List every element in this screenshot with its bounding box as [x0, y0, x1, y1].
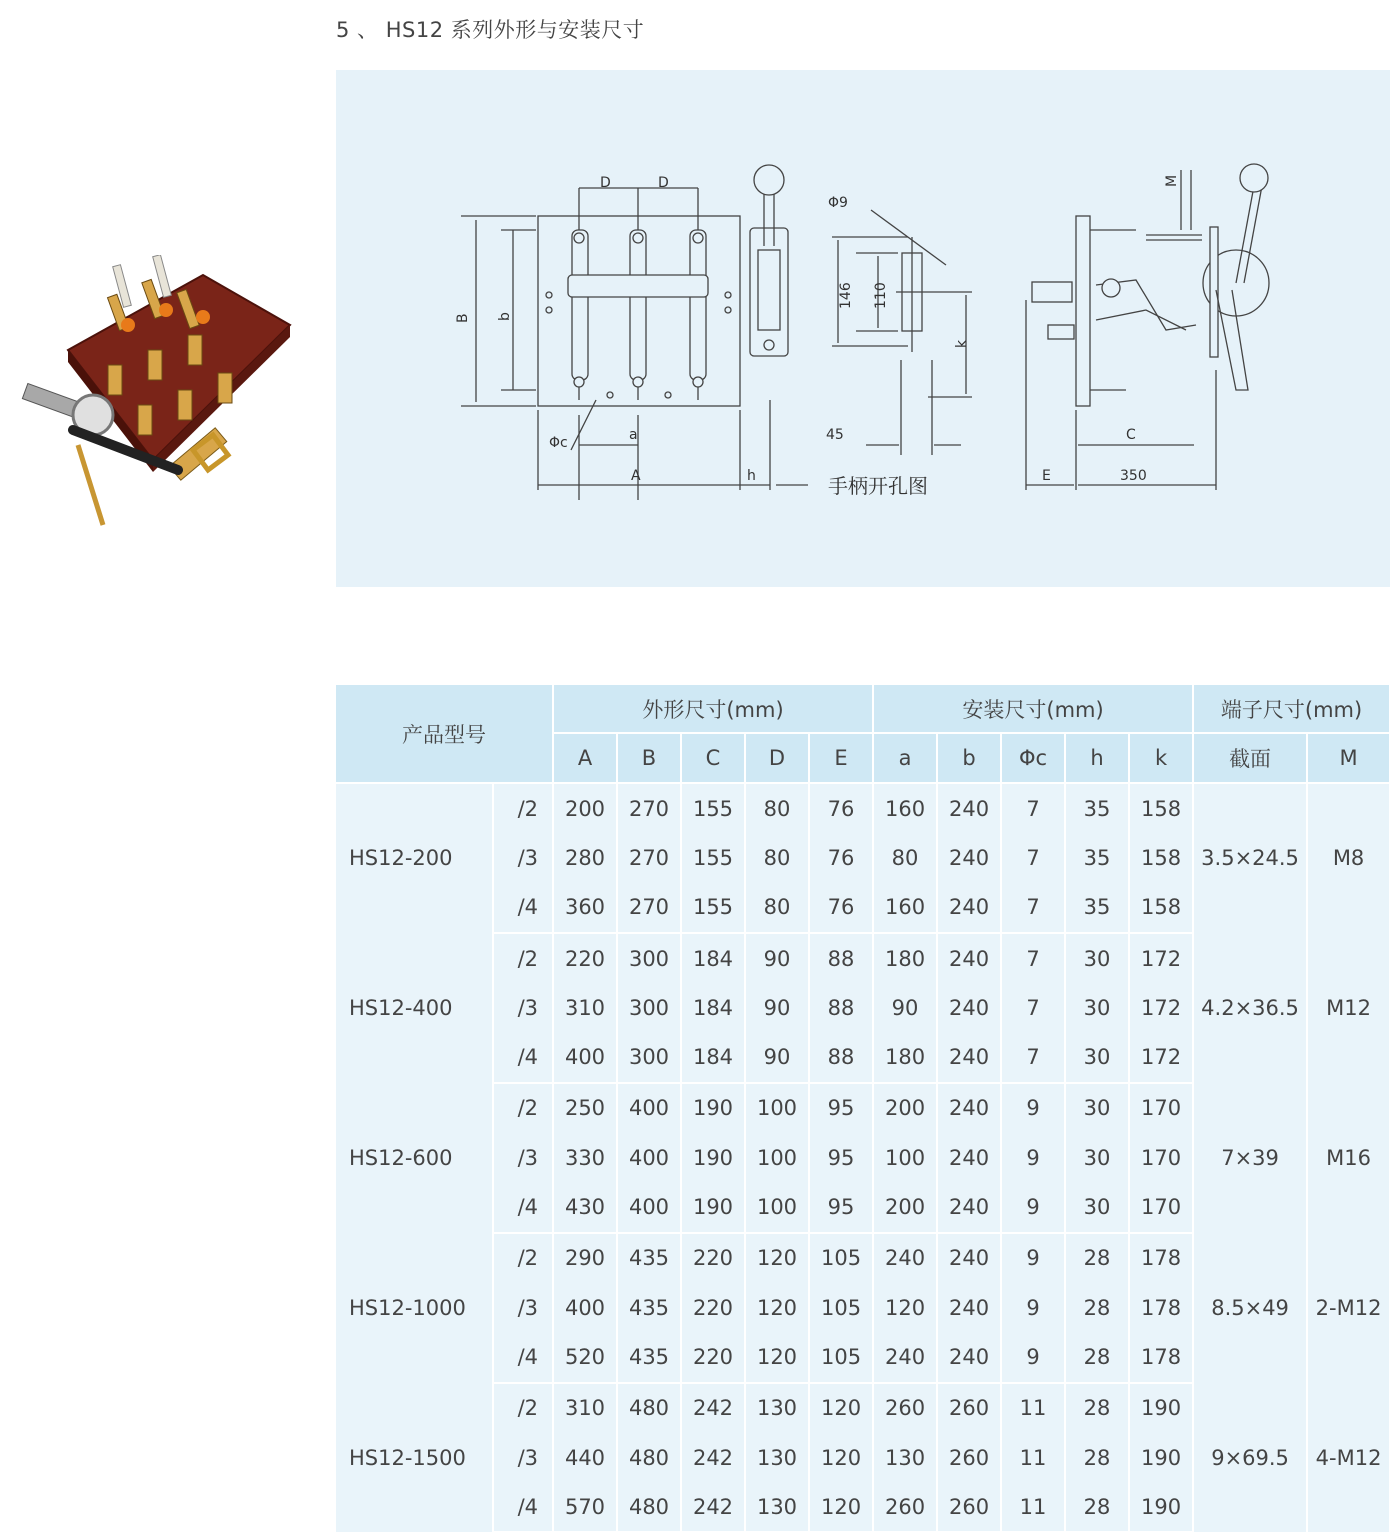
value-cell: 158	[1129, 883, 1193, 933]
value-cell: 158	[1129, 783, 1193, 833]
dim-A: A	[631, 468, 641, 484]
model-cell: HS12-200	[336, 783, 493, 933]
value-cell: 30	[1065, 1133, 1129, 1182]
value-cell: 80	[745, 833, 809, 882]
value-cell: 240	[937, 1332, 1001, 1382]
value-cell: 160	[873, 883, 937, 933]
variant-cell: /2	[493, 1233, 553, 1283]
model-cell: HS12-1000	[336, 1233, 493, 1383]
value-cell: 440	[553, 1433, 617, 1482]
value-cell: 240	[937, 1032, 1001, 1082]
table-row	[336, 1383, 1390, 1433]
value-cell: 190	[681, 1133, 745, 1182]
value-cell: 28	[1065, 1433, 1129, 1482]
value-cell: 240	[937, 783, 1001, 833]
value-cell: 120	[809, 1433, 873, 1482]
col-header: M	[1307, 733, 1390, 783]
col-header: 截面	[1193, 733, 1307, 783]
col-header: A	[553, 733, 617, 783]
col-header: a	[873, 733, 937, 783]
header-terminal-dims: 端子尺寸(mm)	[1193, 685, 1390, 733]
value-cell: 260	[937, 1433, 1001, 1482]
value-cell: 155	[681, 883, 745, 933]
value-cell: 7	[1001, 883, 1065, 933]
value-cell: 430	[553, 1182, 617, 1232]
value-cell: 80	[873, 833, 937, 882]
product-photo	[18, 255, 298, 535]
dim-h: h	[747, 468, 756, 484]
value-cell: 7	[1001, 1032, 1065, 1082]
dim-350: 350	[1120, 468, 1147, 484]
header-model: 产品型号	[336, 685, 553, 783]
value-cell: 30	[1065, 983, 1129, 1032]
value-cell: 80	[745, 883, 809, 933]
spec-table	[336, 685, 1391, 1533]
value-cell: 30	[1065, 933, 1129, 983]
value-cell: 130	[745, 1383, 809, 1433]
value-cell: 155	[681, 783, 745, 833]
value-cell: 190	[1129, 1433, 1193, 1482]
header-install-dims: 安装尺寸(mm)	[873, 685, 1193, 733]
terminal-section-cell: 8.5×49	[1193, 1233, 1307, 1383]
section-title: 5 、 HS12 系列外形与安装尺寸	[336, 18, 645, 42]
value-cell: 120	[873, 1283, 937, 1332]
value-cell: 220	[553, 933, 617, 983]
value-cell: 100	[745, 1083, 809, 1133]
value-cell: 9	[1001, 1083, 1065, 1133]
value-cell: 120	[745, 1233, 809, 1283]
value-cell: 90	[745, 1032, 809, 1082]
value-cell: 240	[937, 1133, 1001, 1182]
value-cell: 190	[681, 1083, 745, 1133]
value-cell: 240	[937, 1182, 1001, 1232]
value-cell: 88	[809, 933, 873, 983]
dim-E: E	[1042, 468, 1051, 484]
dim-b: b	[497, 312, 513, 321]
value-cell: 435	[617, 1332, 681, 1382]
value-cell: 28	[1065, 1383, 1129, 1433]
col-header: C	[681, 733, 745, 783]
col-header: E	[809, 733, 873, 783]
value-cell: 172	[1129, 1032, 1193, 1082]
value-cell: 260	[873, 1383, 937, 1433]
value-cell: 11	[1001, 1433, 1065, 1482]
dim-phi-c: Φc	[549, 435, 568, 451]
dim-45: 45	[826, 427, 844, 443]
value-cell: 90	[745, 983, 809, 1032]
variant-cell: /4	[493, 1332, 553, 1382]
value-cell: 30	[1065, 1083, 1129, 1133]
terminal-m-cell: 2-M12	[1307, 1233, 1390, 1383]
dim-146: 146	[838, 282, 854, 309]
value-cell: 100	[745, 1133, 809, 1182]
value-cell: 330	[553, 1133, 617, 1182]
header-outline-dims: 外形尺寸(mm)	[553, 685, 873, 733]
value-cell: 120	[745, 1332, 809, 1382]
variant-cell: /2	[493, 933, 553, 983]
value-cell: 180	[873, 1032, 937, 1082]
col-header: D	[745, 733, 809, 783]
value-cell: 158	[1129, 833, 1193, 882]
value-cell: 35	[1065, 783, 1129, 833]
value-cell: 90	[873, 983, 937, 1032]
value-cell: 220	[681, 1332, 745, 1382]
value-cell: 7	[1001, 833, 1065, 882]
col-header: b	[937, 733, 1001, 783]
value-cell: 180	[873, 933, 937, 983]
value-cell: 30	[1065, 1032, 1129, 1082]
value-cell: 400	[553, 1032, 617, 1082]
value-cell: 11	[1001, 1383, 1065, 1433]
value-cell: 190	[1129, 1383, 1193, 1433]
handle-cutout-caption: 手柄开孔图	[828, 474, 928, 498]
value-cell: 100	[745, 1182, 809, 1232]
value-cell: 28	[1065, 1332, 1129, 1382]
value-cell: 200	[553, 783, 617, 833]
value-cell: 9	[1001, 1283, 1065, 1332]
value-cell: 240	[937, 1283, 1001, 1332]
value-cell: 240	[937, 933, 1001, 983]
value-cell: 480	[617, 1482, 681, 1532]
value-cell: 240	[937, 983, 1001, 1032]
value-cell: 28	[1065, 1233, 1129, 1283]
model-cell: HS12-600	[336, 1083, 493, 1233]
terminal-m-cell: 4-M12	[1307, 1383, 1390, 1533]
value-cell: 105	[809, 1332, 873, 1382]
value-cell: 260	[937, 1482, 1001, 1532]
value-cell: 520	[553, 1332, 617, 1382]
value-cell: 90	[745, 933, 809, 983]
value-cell: 360	[553, 883, 617, 933]
variant-cell: /2	[493, 1383, 553, 1433]
value-cell: 260	[873, 1482, 937, 1532]
value-cell: 480	[617, 1433, 681, 1482]
value-cell: 200	[873, 1182, 937, 1232]
value-cell: 76	[809, 833, 873, 882]
terminal-section-cell: 3.5×24.5	[1193, 783, 1307, 933]
value-cell: 240	[937, 1233, 1001, 1283]
value-cell: 200	[873, 1083, 937, 1133]
value-cell: 35	[1065, 833, 1129, 882]
value-cell: 178	[1129, 1332, 1193, 1382]
variant-cell: /3	[493, 1133, 553, 1182]
value-cell: 290	[553, 1233, 617, 1283]
dim-a: a	[629, 427, 638, 443]
value-cell: 172	[1129, 933, 1193, 983]
value-cell: 400	[617, 1083, 681, 1133]
value-cell: 95	[809, 1083, 873, 1133]
value-cell: 184	[681, 1032, 745, 1082]
value-cell: 120	[745, 1283, 809, 1332]
value-cell: 88	[809, 1032, 873, 1082]
value-cell: 190	[1129, 1482, 1193, 1532]
col-header: h	[1065, 733, 1129, 783]
value-cell: 155	[681, 833, 745, 882]
value-cell: 130	[745, 1433, 809, 1482]
value-cell: 178	[1129, 1283, 1193, 1332]
value-cell: 240	[873, 1332, 937, 1382]
model-cell: HS12-1500	[336, 1383, 493, 1533]
model-cell: HS12-400	[336, 933, 493, 1083]
value-cell: 170	[1129, 1083, 1193, 1133]
terminal-m-cell: M16	[1307, 1083, 1390, 1233]
value-cell: 270	[617, 783, 681, 833]
table-row	[336, 783, 1390, 833]
value-cell: 242	[681, 1482, 745, 1532]
value-cell: 105	[809, 1283, 873, 1332]
value-cell: 270	[617, 883, 681, 933]
value-cell: 240	[937, 1083, 1001, 1133]
value-cell: 170	[1129, 1182, 1193, 1232]
dim-phi9: Φ9	[828, 195, 848, 211]
value-cell: 184	[681, 983, 745, 1032]
value-cell: 280	[553, 833, 617, 882]
dim-D-2: D	[658, 175, 669, 191]
value-cell: 310	[553, 1383, 617, 1433]
value-cell: 435	[617, 1233, 681, 1283]
value-cell: 9	[1001, 1332, 1065, 1382]
value-cell: 170	[1129, 1133, 1193, 1182]
variant-cell: /3	[493, 983, 553, 1032]
dim-k: k	[954, 339, 970, 348]
value-cell: 220	[681, 1233, 745, 1283]
value-cell: 80	[745, 783, 809, 833]
value-cell: 7	[1001, 983, 1065, 1032]
value-cell: 120	[809, 1482, 873, 1532]
value-cell: 28	[1065, 1482, 1129, 1532]
terminal-section-cell: 4.2×36.5	[1193, 933, 1307, 1083]
variant-cell: /3	[493, 1283, 553, 1332]
value-cell: 435	[617, 1283, 681, 1332]
value-cell: 76	[809, 883, 873, 933]
value-cell: 310	[553, 983, 617, 1032]
variant-cell: /2	[493, 1083, 553, 1133]
table-row	[336, 1083, 1390, 1133]
value-cell: 100	[873, 1133, 937, 1182]
value-cell: 178	[1129, 1233, 1193, 1283]
value-cell: 7	[1001, 933, 1065, 983]
table-row	[336, 1233, 1390, 1283]
value-cell: 160	[873, 783, 937, 833]
dim-110: 110	[873, 282, 889, 309]
value-cell: 240	[937, 883, 1001, 933]
value-cell: 9	[1001, 1233, 1065, 1283]
value-cell: 120	[809, 1383, 873, 1433]
dim-D-1: D	[600, 175, 611, 191]
variant-cell: /2	[493, 783, 553, 833]
value-cell: 30	[1065, 1182, 1129, 1232]
value-cell: 300	[617, 1032, 681, 1082]
value-cell: 242	[681, 1383, 745, 1433]
value-cell: 190	[681, 1182, 745, 1232]
value-cell: 220	[681, 1283, 745, 1332]
value-cell: 184	[681, 933, 745, 983]
col-header: Φc	[1001, 733, 1065, 783]
dimension-drawing	[336, 70, 1390, 587]
value-cell: 570	[553, 1482, 617, 1532]
value-cell: 300	[617, 933, 681, 983]
value-cell: 250	[553, 1083, 617, 1133]
value-cell: 28	[1065, 1283, 1129, 1332]
variant-cell: /4	[493, 1032, 553, 1082]
value-cell: 76	[809, 783, 873, 833]
variant-cell: /4	[493, 1482, 553, 1532]
table-row	[336, 933, 1390, 983]
dim-B: B	[455, 313, 471, 323]
variant-cell: /4	[493, 1182, 553, 1232]
terminal-section-cell: 9×69.5	[1193, 1383, 1307, 1533]
value-cell: 400	[553, 1283, 617, 1332]
value-cell: 300	[617, 983, 681, 1032]
value-cell: 35	[1065, 883, 1129, 933]
terminal-m-cell: M12	[1307, 933, 1390, 1083]
value-cell: 270	[617, 833, 681, 882]
terminal-section-cell: 7×39	[1193, 1083, 1307, 1233]
col-header: k	[1129, 733, 1193, 783]
value-cell: 11	[1001, 1482, 1065, 1532]
value-cell: 400	[617, 1133, 681, 1182]
value-cell: 95	[809, 1182, 873, 1232]
variant-cell: /4	[493, 883, 553, 933]
variant-cell: /3	[493, 833, 553, 882]
variant-cell: /3	[493, 1433, 553, 1482]
value-cell: 9	[1001, 1182, 1065, 1232]
col-header: B	[617, 733, 681, 783]
dim-C: C	[1126, 427, 1136, 443]
value-cell: 130	[745, 1482, 809, 1532]
value-cell: 88	[809, 983, 873, 1032]
value-cell: 130	[873, 1433, 937, 1482]
value-cell: 400	[617, 1182, 681, 1232]
value-cell: 240	[873, 1233, 937, 1283]
terminal-m-cell: M8	[1307, 783, 1390, 933]
value-cell: 260	[937, 1383, 1001, 1433]
value-cell: 480	[617, 1383, 681, 1433]
value-cell: 95	[809, 1133, 873, 1182]
value-cell: 9	[1001, 1133, 1065, 1182]
dim-M: M	[1164, 174, 1180, 187]
value-cell: 7	[1001, 783, 1065, 833]
value-cell: 242	[681, 1433, 745, 1482]
value-cell: 105	[809, 1233, 873, 1283]
value-cell: 172	[1129, 983, 1193, 1032]
value-cell: 240	[937, 833, 1001, 882]
